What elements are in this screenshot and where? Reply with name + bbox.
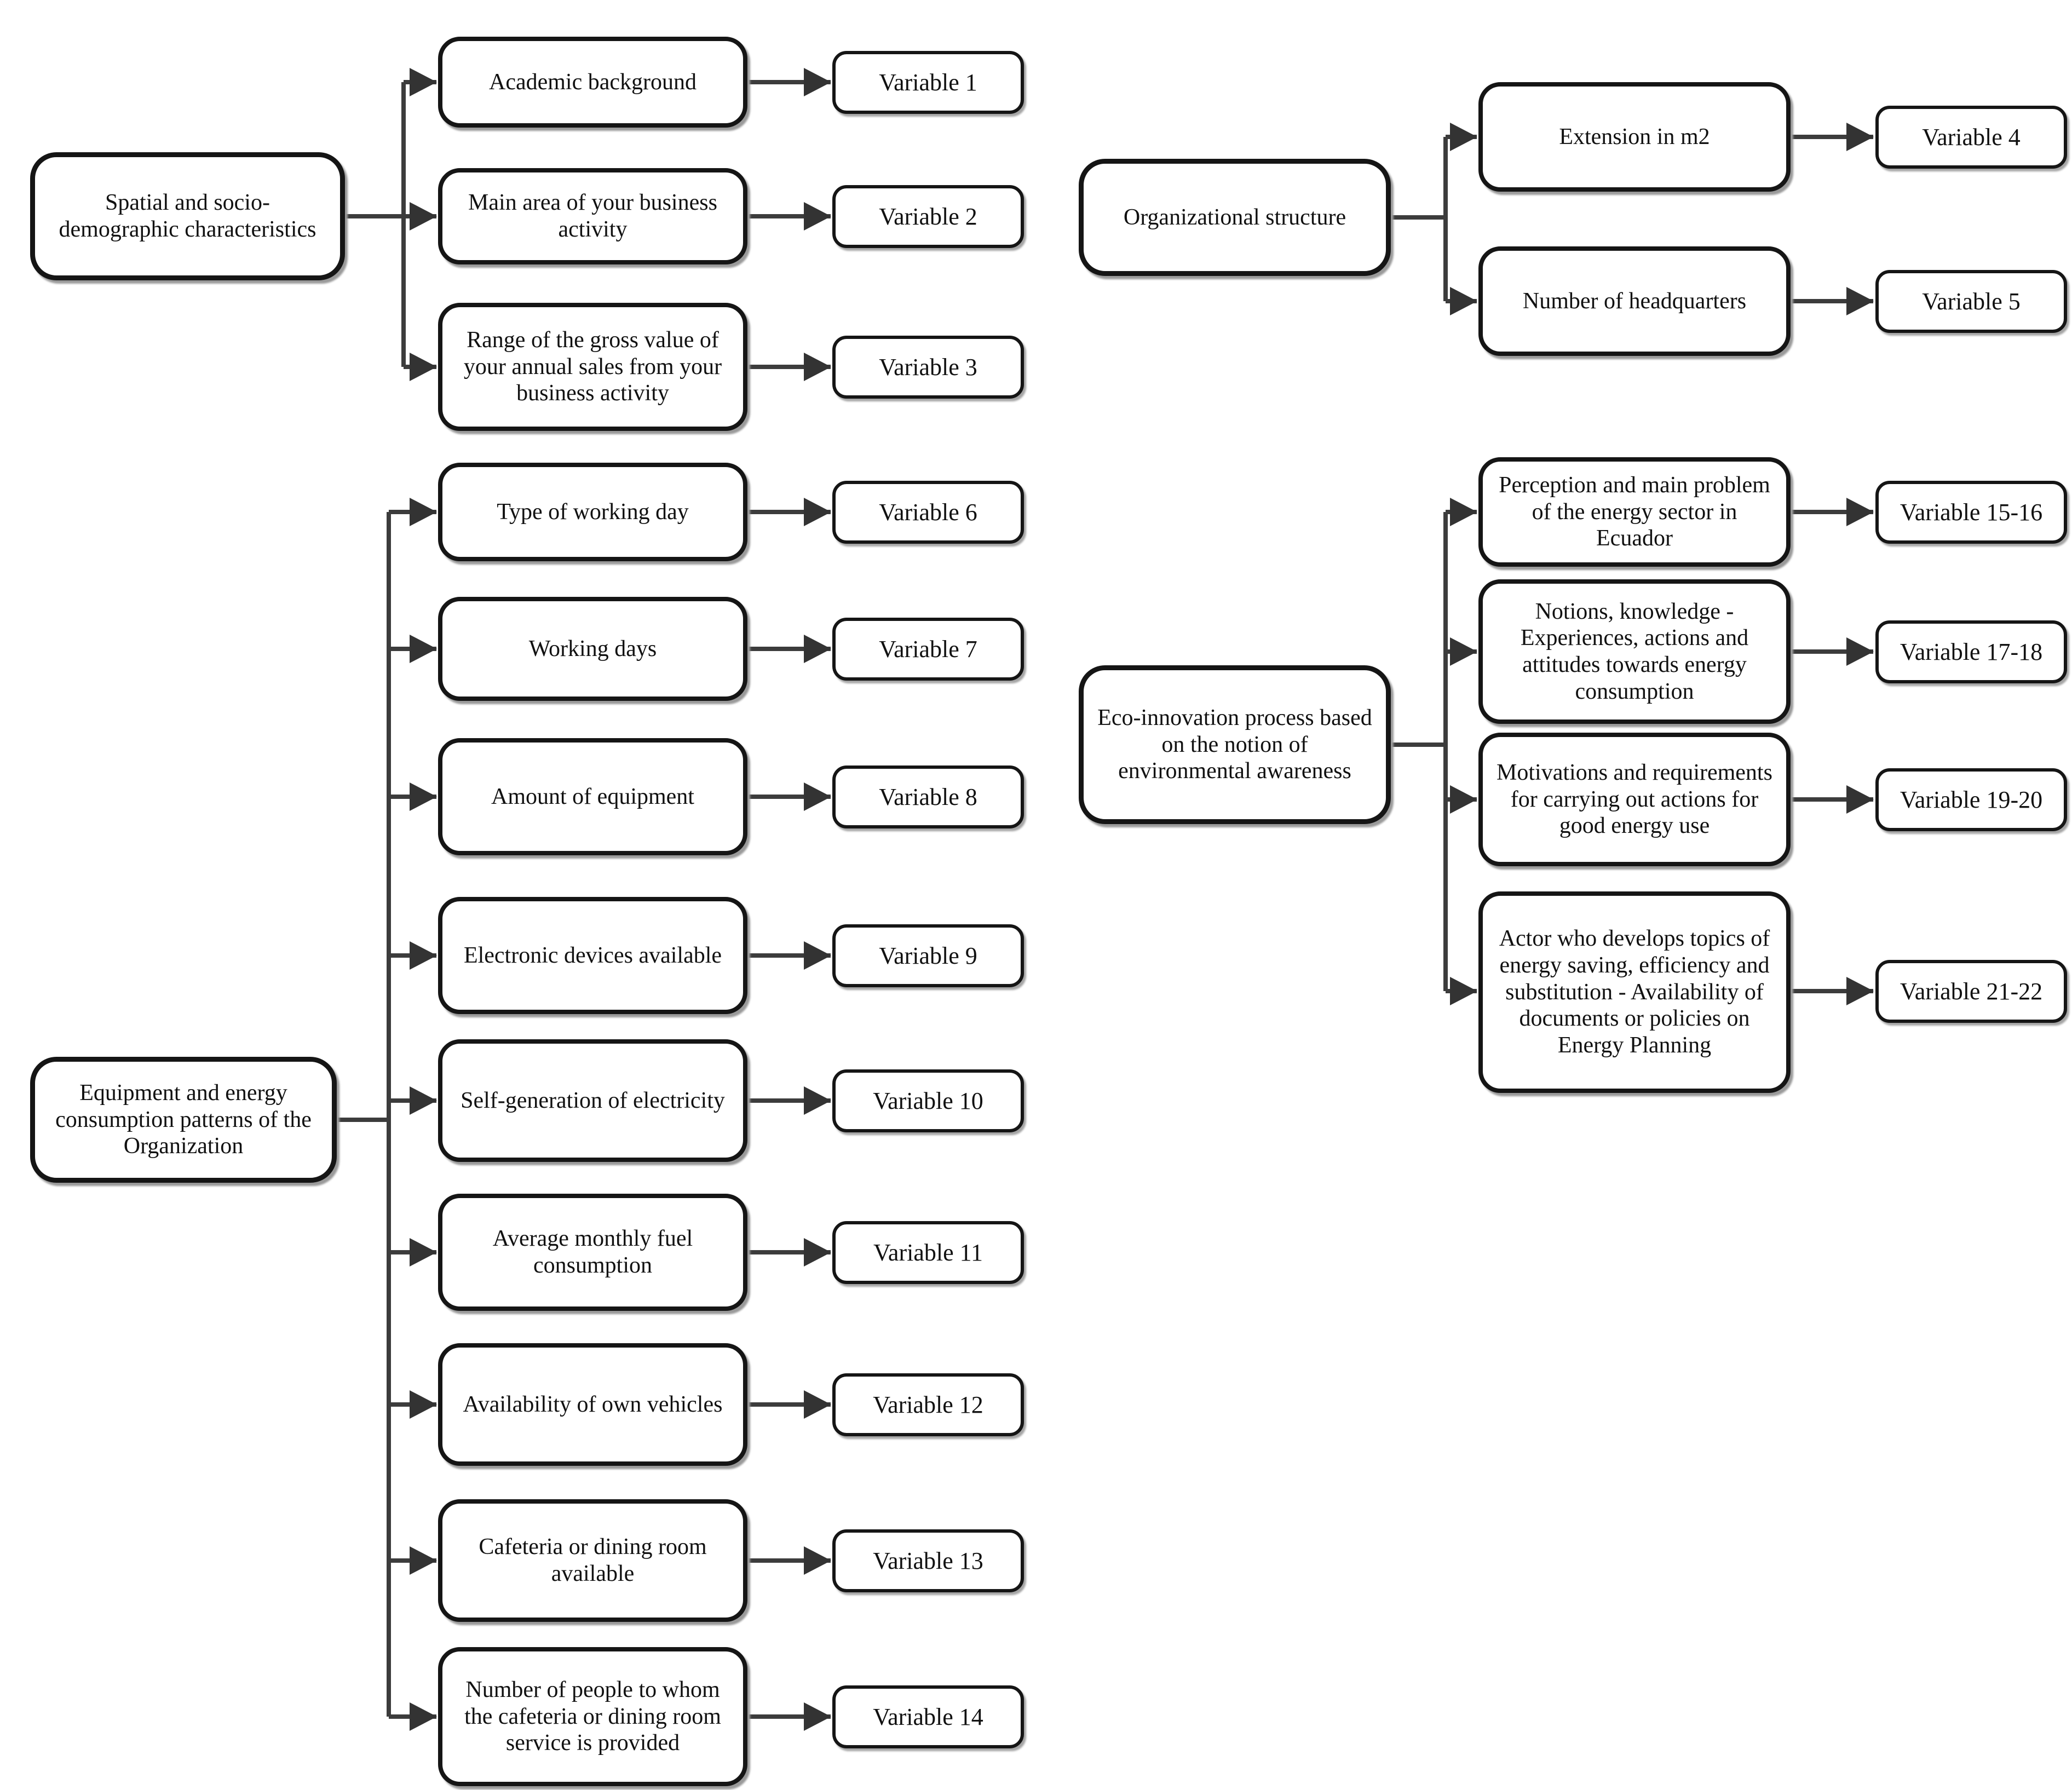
- child-box-cafeteria-people: Number of people to whom the cafeteria or dining room service is provided: [438, 1647, 747, 1786]
- variable-box-14: Variable 14: [832, 1685, 1024, 1748]
- variable-box-12: Variable 12: [832, 1373, 1024, 1436]
- child-box-main-area: Main area of your business activity: [438, 168, 747, 264]
- child-box-academic-background: Academic background: [438, 37, 747, 128]
- variable-box-21-22: Variable 21-22: [1875, 960, 2067, 1023]
- variable-box-15-16: Variable 15-16: [1875, 481, 2067, 544]
- variable-box-3: Variable 3: [832, 336, 1024, 399]
- parent-box-organizational-structure: Organizational structure: [1079, 159, 1391, 276]
- child-box-fuel-consumption: Average monthly fuel consumption: [438, 1194, 747, 1311]
- child-box-actor-energy-planning: Actor who develops topics of energy saving, efficiency and substitution - Availability of documents or policies on Energy Planning: [1478, 891, 1791, 1093]
- variable-box-17-18: Variable 17-18: [1875, 620, 2067, 683]
- variable-box-6: Variable 6: [832, 481, 1024, 544]
- child-box-cafeteria-available: Cafeteria or dining room available: [438, 1499, 747, 1622]
- child-box-perception-energy: Perception and main problem of the energy sector in Ecuador: [1478, 457, 1791, 567]
- parent-box-spatial-socio-demographic: Spatial and socio-demographic characteristics: [30, 152, 345, 280]
- variable-box-4: Variable 4: [1875, 106, 2067, 169]
- variable-box-9: Variable 9: [832, 924, 1024, 987]
- child-box-notions-knowledge: Notions, knowledge - Experiences, actions and attitudes towards energy consumption: [1478, 579, 1791, 724]
- variable-box-13: Variable 13: [832, 1529, 1024, 1592]
- variable-box-1: Variable 1: [832, 51, 1024, 114]
- child-box-own-vehicles: Availability of own vehicles: [438, 1343, 747, 1466]
- variable-box-11: Variable 11: [832, 1221, 1024, 1284]
- child-box-extension-m2: Extension in m2: [1478, 82, 1791, 192]
- child-box-sales-range: Range of the gross value of your annual sales from your business activity: [438, 303, 747, 431]
- variable-box-19-20: Variable 19-20: [1875, 768, 2067, 831]
- variable-box-8: Variable 8: [832, 766, 1024, 828]
- variable-box-10: Variable 10: [832, 1069, 1024, 1132]
- child-box-self-generation: Self-generation of electricity: [438, 1039, 747, 1162]
- child-box-motivations: Motivations and requirements for carrying out actions for good energy use: [1478, 733, 1791, 866]
- variable-box-2: Variable 2: [832, 185, 1024, 248]
- child-box-headquarters: Number of headquarters: [1478, 246, 1791, 356]
- variable-box-7: Variable 7: [832, 618, 1024, 681]
- child-box-type-working-day: Type of working day: [438, 463, 747, 561]
- parent-box-equipment-energy: Equipment and energy consumption patterns of the Organization: [30, 1057, 337, 1183]
- child-box-electronic-devices: Electronic devices available: [438, 897, 747, 1014]
- child-box-working-days: Working days: [438, 597, 747, 701]
- child-box-amount-equipment: Amount of equipment: [438, 738, 747, 855]
- parent-box-eco-innovation: Eco-innovation process based on the notion of environmental awareness: [1079, 665, 1391, 824]
- variable-box-5: Variable 5: [1875, 270, 2067, 333]
